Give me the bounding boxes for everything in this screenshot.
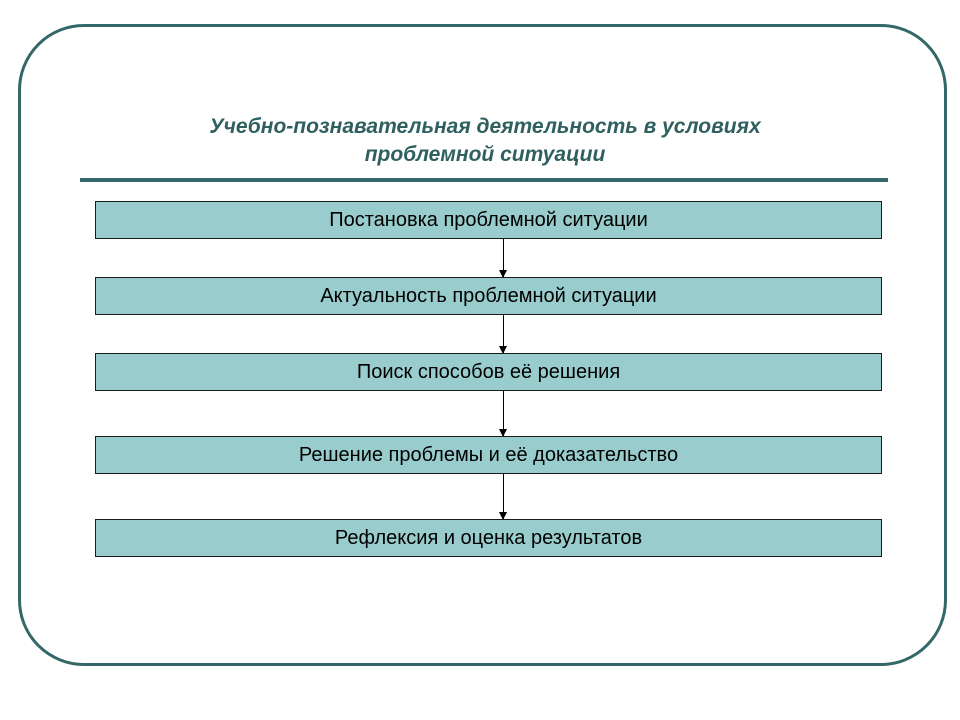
flow-step-label: Актуальность проблемной ситуации bbox=[320, 284, 657, 307]
flow-step-label: Рефлексия и оценка результатов bbox=[334, 526, 643, 549]
arrow-down-icon bbox=[503, 391, 504, 436]
slide-title bbox=[80, 113, 890, 169]
title-divider bbox=[80, 178, 888, 182]
arrow-down-icon bbox=[503, 474, 504, 519]
flow-step-1 bbox=[95, 201, 882, 239]
arrow-down-icon bbox=[503, 239, 504, 277]
flow-step-4 bbox=[95, 436, 882, 474]
flow-step-label: Постановка проблемной ситуации bbox=[329, 208, 648, 231]
slide-title-line-2: проблемной ситуации bbox=[364, 143, 606, 166]
slide-title-line-1: Учебно-познавательная деятельность в условиях bbox=[209, 115, 761, 138]
arrow-down-icon bbox=[503, 315, 504, 353]
flow-step-5 bbox=[95, 519, 882, 557]
flow-step-label: Поиск способов её решения bbox=[356, 360, 621, 383]
flow-step-3 bbox=[95, 353, 882, 391]
flow-step-2 bbox=[95, 277, 882, 315]
flow-step-label: Решение проблемы и её доказательство bbox=[298, 443, 679, 466]
